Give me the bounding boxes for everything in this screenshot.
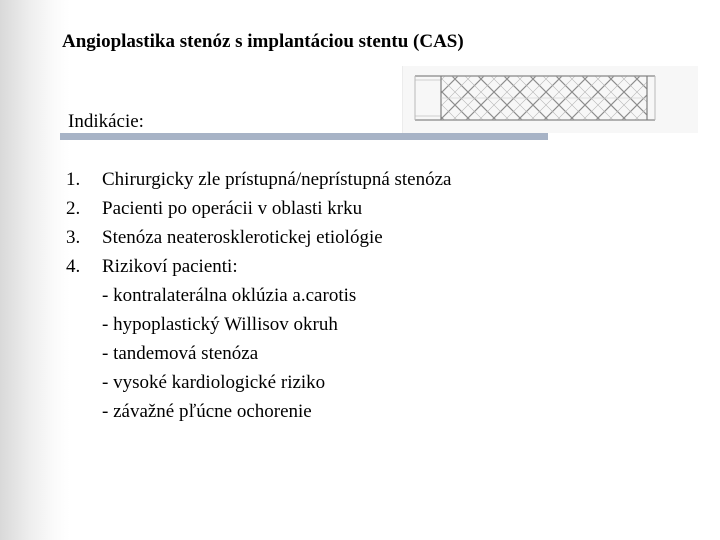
stent-mesh-graphic (403, 66, 698, 133)
item-number: 1. (66, 169, 81, 190)
item-text: Stenóza neaterosklerotickej etiológie (102, 227, 383, 248)
list-item (66, 194, 451, 223)
slide-title: Angioplastika stenóz s implantáciou stentu (CAS) (62, 31, 464, 52)
item-text: Chirurgicky zle prístupná/neprístupná stenóza (102, 169, 452, 190)
list-item (66, 223, 451, 252)
sub-list-item: - závažné pľúcne ochorenie (102, 401, 312, 422)
indications-heading: Indikácie: (68, 111, 144, 132)
sub-list-item: - tandemová stenóza (102, 343, 259, 364)
stent-image (402, 66, 698, 133)
list-item (66, 252, 451, 281)
list-item (66, 165, 451, 194)
sub-list-item: - kontralaterálna oklúzia a.carotis (102, 285, 357, 306)
item-number: 4. (66, 256, 81, 277)
indications-list (66, 165, 451, 281)
title-divider (60, 133, 548, 140)
sub-list-item: - vysoké kardiologické riziko (102, 372, 326, 393)
item-number: 3. (66, 227, 81, 248)
sub-list-item: - hypoplastický Willisov okruh (102, 314, 338, 335)
item-text: Rizikoví pacienti: (102, 256, 238, 277)
item-number: 2. (66, 198, 81, 219)
risk-factors-list (102, 281, 356, 426)
item-text: Pacienti po operácii v oblasti krku (102, 198, 363, 219)
